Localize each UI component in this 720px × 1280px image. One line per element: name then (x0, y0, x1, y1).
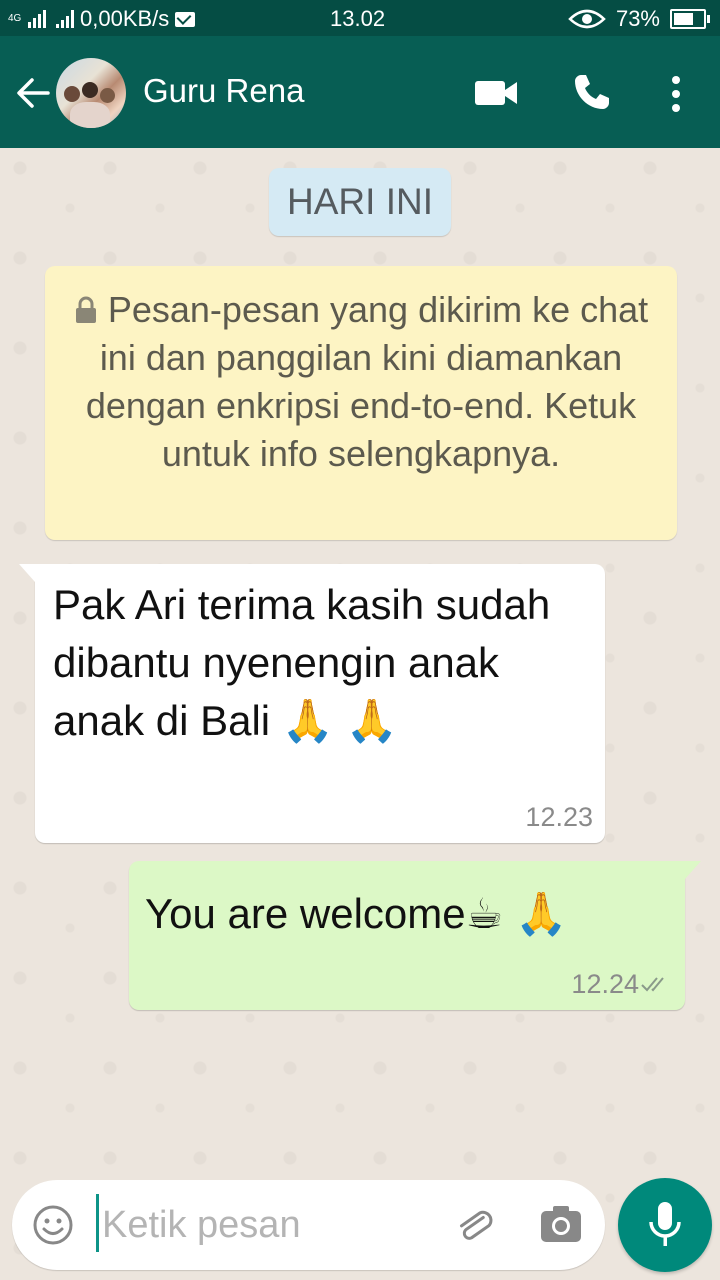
avatar[interactable] (56, 58, 126, 128)
more-vert-icon[interactable] (664, 74, 688, 114)
net-speed: 0,00KB/s (80, 6, 170, 31)
message-input[interactable] (100, 1194, 434, 1256)
status-right (568, 6, 706, 32)
message-text: You are welcome☕ 🙏 (145, 890, 568, 937)
message-text: Pak Ari terima kasih sudah dibantu nyenengin anak anak di Bali 🙏 🙏 (53, 581, 551, 744)
attach-icon[interactable] (452, 1202, 496, 1246)
message-time: 12.23 (525, 802, 593, 832)
eye-icon (568, 9, 606, 29)
bubble-tail (685, 861, 701, 879)
contact-name[interactable]: Guru Rena (143, 72, 305, 109)
mic-icon (645, 1200, 685, 1250)
battery-icon (670, 9, 706, 29)
back-arrow-icon[interactable] (14, 74, 52, 112)
chat-header (0, 36, 720, 148)
encryption-notice-text: Pesan-pesan yang dikirim ke chat ini dan panggilan kini diamankan dengan enkripsi end-to-end. Ketuk untuk info selengkapnya. (85, 289, 649, 474)
signal-icon-2 (56, 10, 74, 28)
encryption-notice[interactable] (45, 266, 677, 540)
lock-icon (74, 296, 98, 324)
text-cursor (96, 1194, 99, 1252)
message-composer (12, 1180, 605, 1270)
voice-call-icon[interactable] (572, 72, 612, 112)
network-type: 4G (8, 13, 22, 24)
message-incoming[interactable] (35, 564, 605, 843)
date-chip: HARI INI (269, 168, 451, 236)
emoji-icon[interactable] (32, 1204, 74, 1246)
mic-button[interactable] (618, 1178, 712, 1272)
battery-fill (674, 13, 693, 25)
signal-icon (28, 10, 46, 28)
bubble-tail (19, 564, 35, 582)
message-time: 12.24 (571, 969, 639, 999)
video-call-icon[interactable] (474, 78, 518, 108)
battery-percent: 73% (615, 6, 660, 31)
status-bar (0, 0, 720, 36)
mail-icon (175, 12, 195, 27)
camera-icon[interactable] (540, 1205, 582, 1243)
status-left (8, 6, 195, 32)
double-check-icon (641, 976, 671, 992)
clock: 13.02 (330, 6, 386, 31)
message-outgoing[interactable] (129, 861, 685, 1010)
